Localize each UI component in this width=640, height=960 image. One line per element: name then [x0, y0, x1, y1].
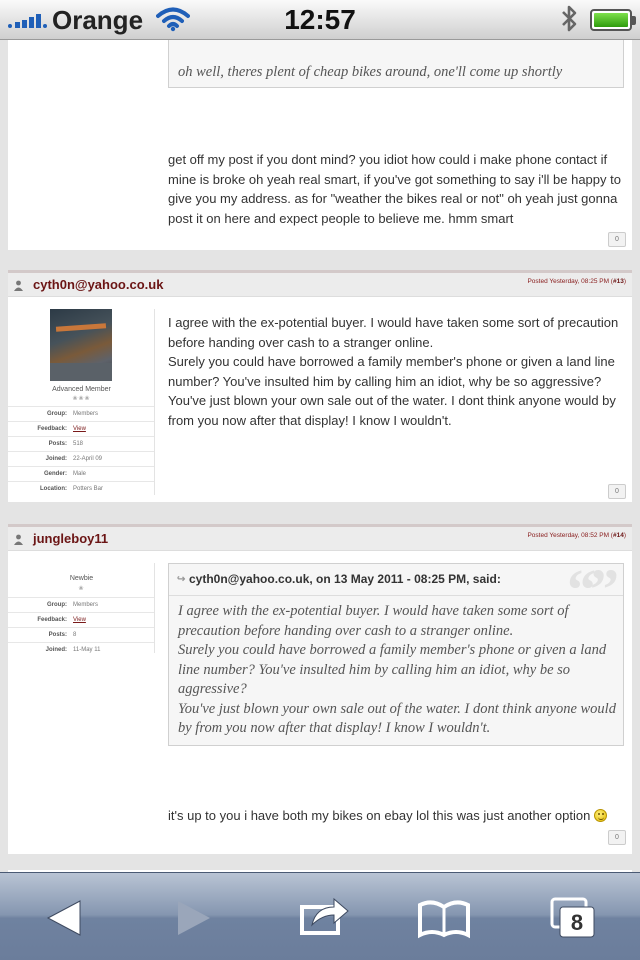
- bookmarks-button[interactable]: [414, 893, 474, 943]
- detail-group: [8, 406, 155, 421]
- post-12: [8, 40, 632, 250]
- divider: [154, 563, 155, 653]
- smiley-icon: [594, 809, 607, 822]
- detail-joined: [8, 451, 155, 466]
- detail-feedback: [8, 612, 155, 627]
- clock: 12:57: [284, 4, 356, 35]
- feedback-link[interactable]: View: [73, 617, 86, 623]
- post-date-text: Posted Yesterday, 08:52 PM (: [527, 532, 613, 539]
- quote-block: [168, 557, 624, 746]
- detail-label: Posts:: [48, 632, 67, 638]
- detail-value: 22-April 09: [73, 456, 103, 462]
- feedback-link[interactable]: View: [73, 426, 86, 432]
- post-date: [527, 278, 626, 285]
- rank-pips-icon: ❀❀❀: [72, 396, 91, 402]
- detail-value: Members: [73, 411, 99, 417]
- battery-icon: [590, 9, 632, 31]
- status-bar: [0, 0, 640, 40]
- quote-marks-icon: “”: [567, 557, 613, 622]
- tabs-count: 8: [570, 910, 584, 935]
- post-number-link[interactable]: #13: [612, 278, 624, 285]
- reputation-button[interactable]: 0: [608, 830, 626, 845]
- member-rank: Advanced Member: [52, 386, 111, 393]
- detail-posts: [8, 436, 155, 451]
- quote-text: oh well, theres plent of cheap bikes around, one'll come up shortly: [178, 64, 563, 80]
- post-13: [8, 270, 632, 502]
- user-icon: [14, 280, 23, 291]
- forward-button[interactable]: [162, 893, 222, 943]
- divider: [154, 309, 155, 495]
- detail-label: Joined:: [45, 647, 67, 653]
- detail-location: [8, 481, 155, 496]
- page-content[interactable]: [0, 40, 640, 872]
- post-message-text: it's up to you i have both my bikes on ebay lol this was just another option: [168, 808, 591, 823]
- post-date-text: Posted Yesterday, 08:25 PM (: [527, 278, 613, 285]
- detail-label: Group:: [47, 411, 67, 417]
- detail-label: Feedback:: [37, 617, 67, 623]
- post-14: [8, 524, 632, 854]
- detail-label: Location:: [40, 486, 67, 492]
- detail-label: Joined:: [45, 456, 67, 462]
- detail-value: 518: [73, 441, 84, 447]
- detail-value: Members: [73, 602, 99, 608]
- post-date: [527, 532, 626, 539]
- detail-group: [8, 597, 155, 612]
- detail-value: 11-May 11: [73, 647, 101, 653]
- share-button[interactable]: [292, 893, 352, 943]
- detail-posts: [8, 627, 155, 642]
- detail-label: Feedback:: [37, 426, 67, 432]
- post-header: [8, 270, 632, 297]
- detail-label: Gender:: [43, 471, 67, 477]
- detail-gender: [8, 466, 155, 481]
- detail-feedback: [8, 421, 155, 436]
- detail-joined: [8, 642, 155, 657]
- post-message: I agree with the ex-potential buyer. I would have taken some sort of precaution before handing over cash to a stranger online. Surely you could have borrowed a family member's phone or given a land line number? You've insulted him by calling him an idiot, why be so aggressive? You've just blown your own sale out of the water. I dont think anyone would by from you now after that display! I know I wouldn't.: [168, 315, 619, 428]
- username-link[interactable]: jungleboy11: [33, 531, 109, 546]
- detail-label: Group:: [47, 602, 67, 608]
- detail-label: Posts:: [48, 441, 67, 447]
- post-date-close: ): [623, 532, 626, 539]
- bluetooth-icon: [556, 2, 582, 36]
- rank-pips-icon: ❀: [78, 586, 85, 592]
- avatar[interactable]: [50, 309, 112, 381]
- quote-header: [169, 557, 623, 622]
- carrier-name: Orange: [52, 5, 144, 35]
- reputation-button[interactable]: 0: [608, 232, 626, 247]
- quote-arrow-icon: ↪: [177, 574, 186, 585]
- browser-toolbar: [0, 872, 640, 960]
- member-rank: Newbie: [69, 575, 94, 582]
- quote-text: I agree with the ex-potential buyer. I would have taken some sort of precaution before handing over cash to a stranger online. Surely you could have borrowed a family member's phone or given a land line number? You've insulted him by calling him an idiot, why be so aggressive? You've just blown your own sale out of the water. I dont think anyone would by from you now after that display! I know I wouldn't.: [178, 603, 616, 736]
- detail-value: 8: [73, 632, 77, 638]
- detail-value: Male: [73, 471, 87, 477]
- user-icon: [14, 534, 23, 545]
- post-message: get off my post if you dont mind? you idiot how could i make phone contact if mine is broke oh yeah real smart, if you've got something to say i'll be happy to give you my address. as for "weather the bikes real or not" oh yeah just gonna post it on here and expect people to believe me. hmm smart: [168, 152, 621, 226]
- post-header: [8, 524, 632, 551]
- back-button[interactable]: [36, 893, 96, 943]
- quote-attribution: cyth0n@yahoo.co.uk, on 13 May 2011 - 08:25 PM, said:: [189, 572, 501, 586]
- post-date-close: ): [623, 278, 626, 285]
- username-link[interactable]: cyth0n@yahoo.co.uk: [33, 277, 164, 292]
- quote-block: [168, 40, 624, 88]
- post-message: [168, 806, 628, 826]
- post-number-link[interactable]: #14: [612, 532, 624, 539]
- reputation-button[interactable]: 0: [608, 484, 626, 499]
- detail-value: Potters Bar: [73, 486, 104, 492]
